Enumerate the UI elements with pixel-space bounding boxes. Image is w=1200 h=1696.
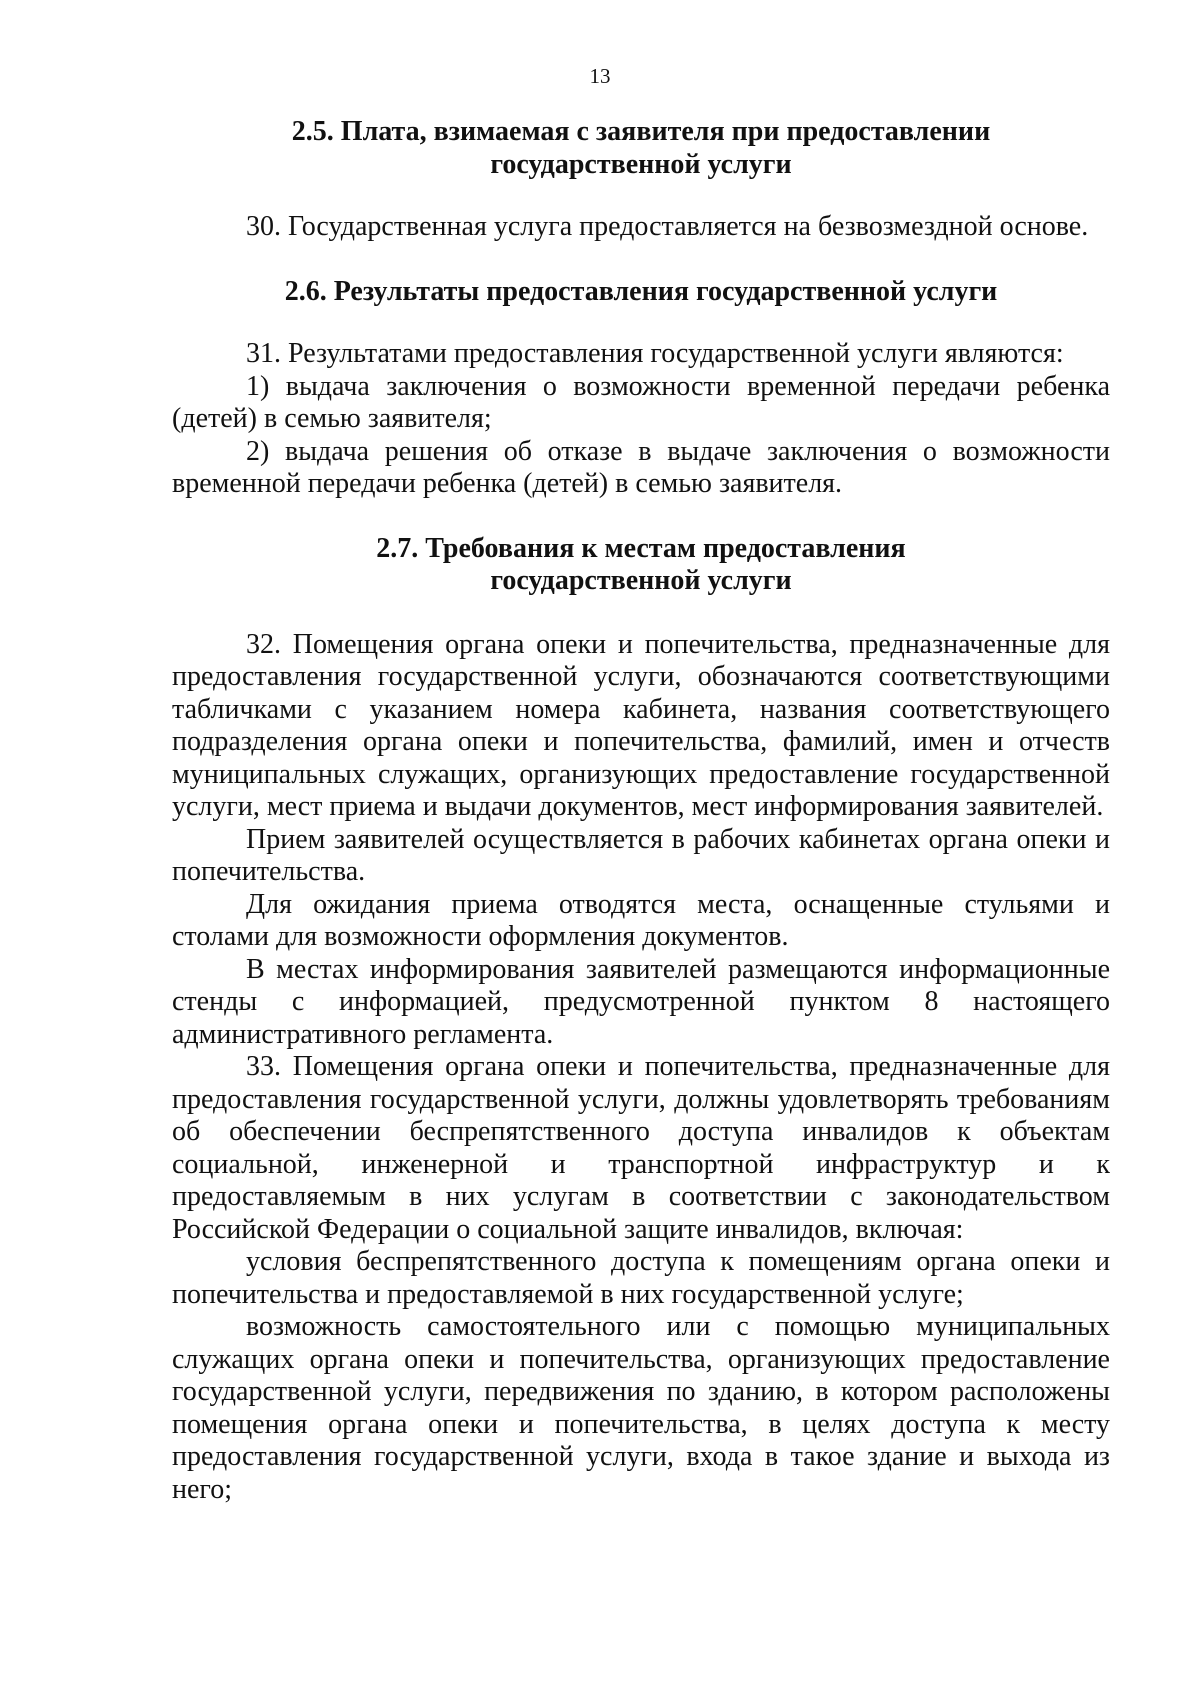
paragraph-31: 31. Результатами предоставления государственной услуги являются: [246,338,1064,369]
section-heading-2-6 [172,276,1110,309]
heading-line: государственной услуги [490,148,792,180]
paragraph-32-reception: Прием заявителей осуществляется в рабочих кабинетах органа опеки и попечительства. [172,823,1110,887]
section-heading-2-7 [172,533,1110,598]
paragraph-30: 30. Государственная услуга предоставляется на безвозмездной основе. [246,211,1089,242]
paragraph-33: 33. Помещения органа опеки и попечительства, предназначенные для предоставления государственной услуги, должны удовлетворять требованиям об обеспечении беспрепятственного доступа инвалидов к объектам социальной, инженерной и транспортной инфраструктур и к предоставляемым в них услугам в соответствии с законодательством Российской Федерации о социальной защите инвалидов, включая: [172,1051,1110,1245]
section-heading-2-5 [172,116,1110,181]
page-number: 13 [589,64,611,88]
document-body [172,116,1110,1524]
paragraph-33-movement: возможность самостоятельного или с помощью муниципальных служащих органа опеки и попечительства, организующих предоставление государственной услуги, передвижения по зданию, в котором расположены помещения органа опеки и попечительства, в целях доступа к месту предоставления государственной услуги, входа в такое здание и выхода из него; [172,1311,1110,1505]
heading-line: 2.6. Результаты предоставления государственной услуги [284,275,998,307]
paragraph-31-item-1: 1) выдача заключения о возможности временной передачи ребенка (детей) в семью заявителя; [172,370,1110,434]
heading-line: 2.5. Плата, взимаемая с заявителя при предоставлении [291,116,991,147]
paragraph-33-access-conditions: условия беспрепятственного доступа к помещениям органа опеки и попечительства и предоставляемой в них государственной услуге; [172,1246,1110,1310]
heading-line: государственной услуги [490,565,792,596]
paragraph-32: 32. Помещения органа опеки и попечительства, предназначенные для предоставления государственной услуги, обозначаются соответствующими табличками с указанием номера кабинета, названия соответствующего подразделения органа опеки и попечительства, фамилий, имен и отчеств муниципальных служащих, организующих предоставление государственной услуги, мест приема и выдачи документов, мест информирования заявителей. [172,628,1110,822]
paragraph-32-waiting: Для ожидания приема отводятся места, оснащенные стульями и столами для возможности оформления документов. [172,888,1110,952]
paragraph-31-item-2: 2) выдача решения об отказе в выдаче заключения о возможности временной передачи ребенка (детей) в семью заявителя. [172,435,1110,499]
heading-line: 2.7. Требования к местам предоставления [376,532,906,564]
paragraph-32-info-stands: В местах информирования заявителей размещаются информационные стенды с информацией, предусмотренной пунктом 8 настоящего административного регламента. [172,953,1110,1050]
